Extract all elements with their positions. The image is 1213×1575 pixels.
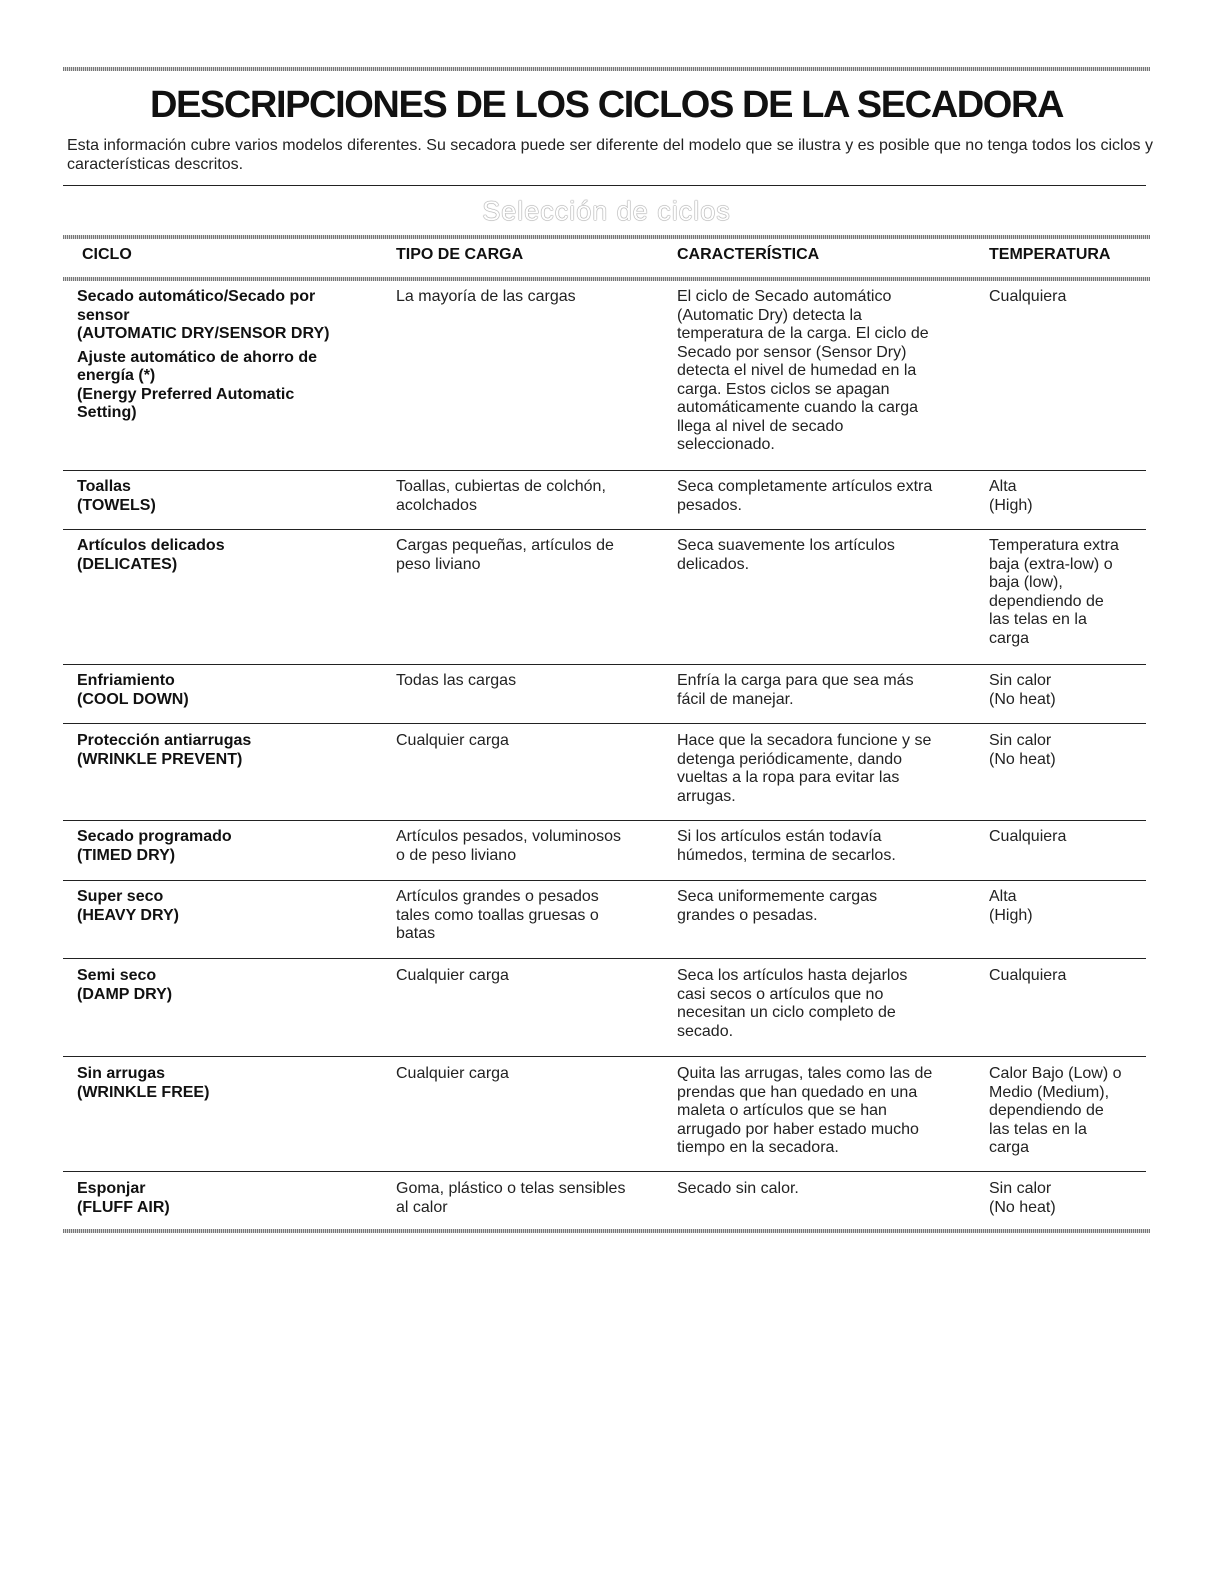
cell-ciclo — [77, 672, 377, 709]
cell-line: Alta — [989, 478, 1017, 495]
cell-line: carga. Estos ciclos se apagan — [677, 380, 890, 398]
row-divider — [63, 958, 1146, 959]
cell-line: (No heat) — [989, 750, 1056, 768]
cell-line: carga — [989, 629, 1030, 647]
cell-line: La mayoría de las cargas — [396, 288, 576, 305]
cell-temperatura — [989, 288, 1149, 307]
cell-ciclo — [77, 732, 377, 769]
row-divider — [63, 1056, 1146, 1057]
cell-caracteristica — [677, 288, 972, 455]
cell-caracteristica — [677, 967, 972, 1041]
cell-line: (TOWELS) — [77, 496, 156, 514]
cell-line: Medio (Medium), — [989, 1083, 1110, 1101]
cell-line: tales como toallas gruesas o — [396, 906, 599, 924]
section-heading: Selección de ciclos — [482, 196, 731, 226]
column-header-tipo-de-carga: TIPO DE CARGA — [396, 246, 524, 263]
cell-ciclo — [77, 828, 377, 865]
column-header-temperatura: TEMPERATURA — [989, 246, 1111, 263]
cell-line: grandes o pesadas. — [677, 906, 818, 924]
cell-line: (Automatic Dry) detecta la — [677, 306, 862, 324]
cell-line: (DAMP DRY) — [77, 985, 173, 1003]
cell-line: (WRINKLE FREE) — [77, 1083, 210, 1101]
cell-line: (TIMED DRY) — [77, 846, 176, 864]
row-divider — [63, 820, 1146, 821]
cell-line: necesitan un ciclo completo de — [677, 1004, 896, 1021]
cell-line: Setting) — [77, 404, 137, 421]
row-divider — [63, 1171, 1146, 1172]
cell-line: casi secos o artículos que no — [677, 985, 884, 1003]
cell-line: Toallas, cubiertas de colchón, — [396, 478, 606, 495]
cell-tipo-de-carga — [396, 478, 661, 515]
cell-line: fácil de manejar. — [677, 690, 794, 708]
cell-line: Artículos delicados — [77, 537, 225, 554]
cell-tipo-de-carga — [396, 1180, 661, 1217]
cell-ciclo — [77, 537, 377, 574]
cell-tipo-de-carga — [396, 1065, 661, 1084]
cell-line: Seca uniformemente cargas — [677, 888, 878, 905]
cell-line: Seca suavemente los artículos — [677, 537, 895, 554]
top-dotted-rule — [63, 67, 1150, 71]
cell-line: dependiendo de — [989, 592, 1104, 610]
cell-line: Sin calor — [989, 732, 1052, 749]
cell-line: (DELICATES) — [77, 555, 178, 573]
cell-line: dependiendo de — [989, 1102, 1104, 1119]
cell-line: Si los artículos están todavía — [677, 828, 882, 845]
cell-line: (FLUFF AIR) — [77, 1198, 170, 1216]
cell-line: Calor Bajo (Low) o — [989, 1065, 1122, 1082]
cell-line: Semi seco — [77, 967, 157, 984]
cell-temperatura — [989, 1065, 1149, 1158]
cell-line: Quita las arrugas, tales como las de — [677, 1065, 933, 1082]
cell-temperatura — [989, 967, 1149, 986]
cell-tipo-de-carga — [396, 537, 661, 574]
cell-line: peso liviano — [396, 555, 481, 573]
row-divider — [63, 723, 1146, 724]
cell-temperatura — [989, 828, 1149, 847]
cell-line: arrugas. — [677, 787, 736, 805]
row-divider — [63, 880, 1146, 881]
cell-line: Seca completamente artículos extra — [677, 478, 933, 495]
cell-line: (Energy Preferred Automatic — [77, 385, 295, 403]
cell-line: Sin calor — [989, 672, 1052, 689]
cell-line: o de peso liviano — [396, 846, 517, 864]
cell-tipo-de-carga — [396, 888, 661, 944]
cell-temperatura — [989, 672, 1149, 709]
cell-line: (COOL DOWN) — [77, 690, 189, 708]
cell-line: Cualquier carga — [396, 1065, 509, 1082]
cell-line: Secado programado — [77, 828, 232, 845]
cell-line: Secado por sensor (Sensor Dry) — [677, 343, 907, 361]
row-divider — [63, 529, 1146, 530]
cell-tipo-de-carga — [396, 288, 661, 307]
cell-temperatura — [989, 888, 1149, 925]
cell-line: Sin calor — [989, 1180, 1052, 1197]
cell-line: Temperatura extra — [989, 537, 1119, 554]
cell-ciclo — [77, 478, 377, 515]
column-header-caracteristica: CARACTERÍSTICA — [677, 246, 820, 263]
cell-temperatura — [989, 1180, 1149, 1217]
intro-divider — [63, 185, 1146, 186]
cell-line: prendas que han quedado en una — [677, 1083, 918, 1101]
cell-line: El ciclo de Secado automático — [677, 288, 892, 305]
cell-line: las telas en la — [989, 611, 1087, 628]
cell-line: Cualquiera — [989, 967, 1067, 984]
cell-line: Artículos pesados, voluminosos — [396, 828, 621, 845]
cell-line: maleta o artículos que se han — [677, 1102, 887, 1119]
cell-tipo-de-carga — [396, 967, 661, 986]
cell-tipo-de-carga — [396, 672, 661, 691]
cell-caracteristica — [677, 478, 972, 515]
cell-line: batas — [396, 925, 436, 942]
cell-line: temperatura de la carga. El ciclo de — [677, 325, 929, 342]
cell-ciclo — [77, 288, 377, 423]
cell-line: Seca los artículos hasta dejarlos — [677, 967, 908, 984]
cell-ciclo — [77, 967, 377, 1004]
page-title: DESCRIPCIONES DE LOS CICLOS DE LA SECADORA — [149, 84, 1064, 126]
cell-line: (HEAVY DRY) — [77, 906, 179, 924]
cell-line: Enfría la carga para que sea más — [677, 672, 914, 689]
cell-line: Super seco — [77, 888, 164, 905]
cell-line: húmedos, termina de secarlos. — [677, 846, 896, 864]
cell-line: seleccionado. — [677, 436, 775, 453]
cell-line: Secado sin calor. — [677, 1180, 799, 1197]
cell-caracteristica — [677, 537, 972, 574]
cell-tipo-de-carga — [396, 828, 661, 865]
row-divider — [63, 470, 1146, 471]
cell-line: Esponjar — [77, 1180, 146, 1197]
bottom-dotted-rule — [63, 1229, 1150, 1233]
cell-line: automáticamente cuando la carga — [677, 399, 919, 416]
cell-line: (AUTOMATIC DRY/SENSOR DRY) — [77, 325, 330, 342]
cell-line: tiempo en la secadora. — [677, 1139, 839, 1156]
cell-line: Toallas — [77, 478, 131, 495]
cell-line: Secado automático/Secado por — [77, 288, 316, 305]
cell-temperatura — [989, 537, 1149, 648]
cell-line: arrugado por haber estado mucho — [677, 1120, 919, 1138]
cell-line: Protección antiarrugas — [77, 732, 252, 749]
intro-text: Esta información cubre varios modelos diferentes. Su secadora puede ser diferente del modelo que se ilustra y es posible que no tenga todos los ciclos y características descritos. — [67, 137, 1153, 173]
cell-line: las telas en la — [989, 1120, 1087, 1138]
cell-line: carga — [989, 1139, 1030, 1156]
cell-caracteristica — [677, 888, 972, 925]
cell-line: baja (low), — [989, 574, 1063, 591]
cell-line: llega al nivel de secado — [677, 417, 844, 435]
cell-line: Ajuste automático de ahorro de — [77, 348, 318, 366]
cell-line: energía (*) — [77, 367, 156, 384]
cell-ciclo — [77, 1180, 377, 1217]
cell-line: detecta el nivel de humedad en la — [677, 362, 917, 379]
cell-line: Cualquier carga — [396, 967, 509, 984]
cell-tipo-de-carga — [396, 732, 661, 751]
cell-temperatura — [989, 732, 1149, 769]
cell-line: Cualquier carga — [396, 732, 509, 749]
cell-line: Artículos grandes o pesados — [396, 888, 599, 905]
cell-caracteristica — [677, 732, 972, 806]
cell-line: (High) — [989, 496, 1033, 514]
header-bottom-rule — [63, 277, 1150, 281]
cell-line: (WRINKLE PREVENT) — [77, 750, 243, 768]
cell-line: Alta — [989, 888, 1017, 905]
cell-line: secado. — [677, 1022, 734, 1040]
cell-ciclo — [77, 1065, 377, 1102]
cell-line: delicados. — [677, 555, 750, 573]
cell-ciclo — [77, 888, 377, 925]
cell-caracteristica — [677, 1180, 972, 1199]
cell-caracteristica — [677, 1065, 972, 1158]
cell-line: Enfriamiento — [77, 672, 175, 689]
cell-line: Todas las cargas — [396, 672, 517, 689]
row-divider — [63, 664, 1146, 665]
cell-line: Cargas pequeñas, artículos de — [396, 537, 614, 554]
cell-line: Goma, plástico o telas sensibles — [396, 1180, 626, 1197]
cell-line: acolchados — [396, 496, 477, 514]
cell-line: pesados. — [677, 496, 742, 514]
cell-line: Sin arrugas — [77, 1065, 166, 1082]
cell-line: detenga periódicamente, dando — [677, 750, 903, 768]
cell-temperatura — [989, 478, 1149, 515]
cell-caracteristica — [677, 672, 972, 709]
cell-line: Cualquiera — [989, 288, 1067, 305]
cell-line: baja (extra-low) o — [989, 555, 1113, 573]
cell-line: (High) — [989, 906, 1033, 924]
cell-line: vueltas a la ropa para evitar las — [677, 769, 900, 786]
cell-caracteristica — [677, 828, 972, 865]
cell-line: sensor — [77, 306, 130, 324]
cell-line: al calor — [396, 1198, 448, 1216]
cell-line: (No heat) — [989, 1198, 1056, 1216]
cell-line: Hace que la secadora funcione y se — [677, 732, 932, 749]
cell-line: Cualquiera — [989, 828, 1067, 845]
column-header-ciclo: CICLO — [82, 246, 132, 263]
cell-line: (No heat) — [989, 690, 1056, 708]
header-top-rule — [63, 235, 1150, 239]
